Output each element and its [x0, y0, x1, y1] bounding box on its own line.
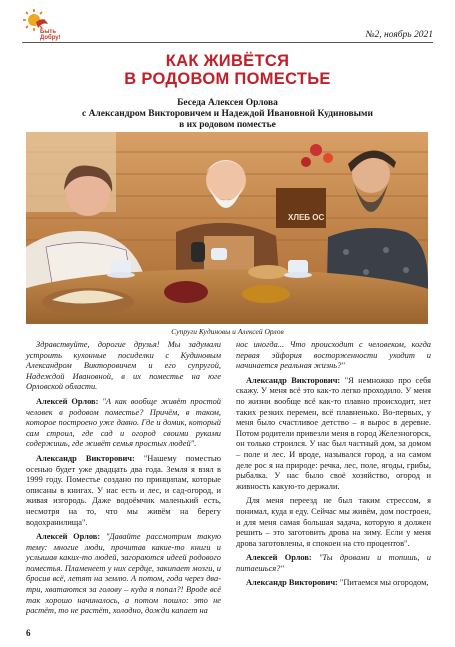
dialogue-paragraph: Алексей Орлов: "Давайте рассмотрим такую тему: многие люди, прочитав какие-то книги и услышав каких-то людей, загораются идеей родового поместья. Пламенеет у них сердце, закипает мозги, и бросив всё, летят на землю. А потом, года через два-три, хватаются за голову – куда я попал?! Вроде всё так хорошо начиналось, а потом пошло: это не растёт, то не растёт, холодно, дожди капает на: [26, 532, 221, 616]
page-header: [22, 8, 433, 42]
dialogue-paragraph: Александр Викторович: "Нашему поместью осенью будет уже двадцать два года. Земля я взял в 1999 году. Поместье создано по принципам, которые описаны в книгах. У нас есть и лес, и сад-огород, и живая изгородь. Даже водоёмчик маленький есть, несмотря на то, что мы живём на берегу водохранилища".: [26, 453, 221, 527]
article-photo: [26, 132, 428, 324]
dialogue-paragraph: Александр Викторович: "Питаемся мы огородом,: [246, 578, 429, 588]
intro-paragraph: Здравствуйте, дорогие друзья! Мы задумали устроить кухонные посиделки с Кудиновым Александром Викторовичем и его супругой, Надеждой Ивановной, в их поместье на юге Орловской области.: [26, 340, 221, 392]
photo-caption: Супруги Кудиновы и Алексей Орлов: [171, 327, 284, 336]
page-number: 6: [26, 628, 31, 638]
dialogue-paragraph: Алексей Орлов: "А как вообще живёт простой человек в родовом поместье? Причём, в таком, которое построено уже давно. Где и домик, который сам строил, где сад и огород своими руками содержишь, где живёт семья простых людей".: [26, 396, 221, 449]
article-column-right: [236, 340, 431, 593]
svg-text:ХЛЕБ ОС: ХЛЕБ ОС: [288, 213, 325, 222]
article-column-left: [26, 340, 221, 621]
dialogue-paragraph: Александр Викторович: "Я немножко про себя скажу. У меня всё это как-то легко проходило. У меня по жизни вообще всё как-то плавно происходит, нет таких резких перемен, всё плавненько. Во-первых, у меня было счастливое детство – я вырос в деревне. Потом родители привезли меня в город Железногорск, он только строился. У нас был частный дом, за домом – поле и лес. И вроде, назывался город, а на самом деле рос я на природе: речка, лес, поле, ягоды, грибы, рыбалка. У нас было своё хозяйство, огород и живность какую-то держали.: [236, 375, 431, 491]
article-title: КАК ЖИВЁТСЯ В РОДОВОМ ПОМЕСТЬЕ: [124, 52, 331, 88]
dialogue-paragraph: Алексей Орлов: "Ты дровами и топишь, и питаешься?": [236, 553, 431, 573]
kitchen-photo-illustration: [26, 132, 428, 324]
article-subtitle: Беседа Алексея Орлова с Александром Викторовичем и Надеждой Ивановной Кудиновыми в их родовом поместье: [81, 98, 374, 130]
issue-label: №2, ноябрь 2021: [365, 30, 433, 40]
continued-paragraph: нос иногда... Что происходит с человеком, когда первая эйфория восторженности уходит и начинается реальная жизнь?": [236, 340, 431, 371]
logo-text: Быть Добру!: [40, 29, 61, 41]
header-divider: [22, 42, 433, 43]
body-paragraph: Для меня переезд не был таким стрессом, я понимал, куда я еду. Сейчас мы живём, дом построен, и для меня самая большая задача, которую я должен решить – это заготовить дрова на зиму. Если у меня дрова заготовлены, я спокоен на сто процентов".: [236, 496, 431, 548]
